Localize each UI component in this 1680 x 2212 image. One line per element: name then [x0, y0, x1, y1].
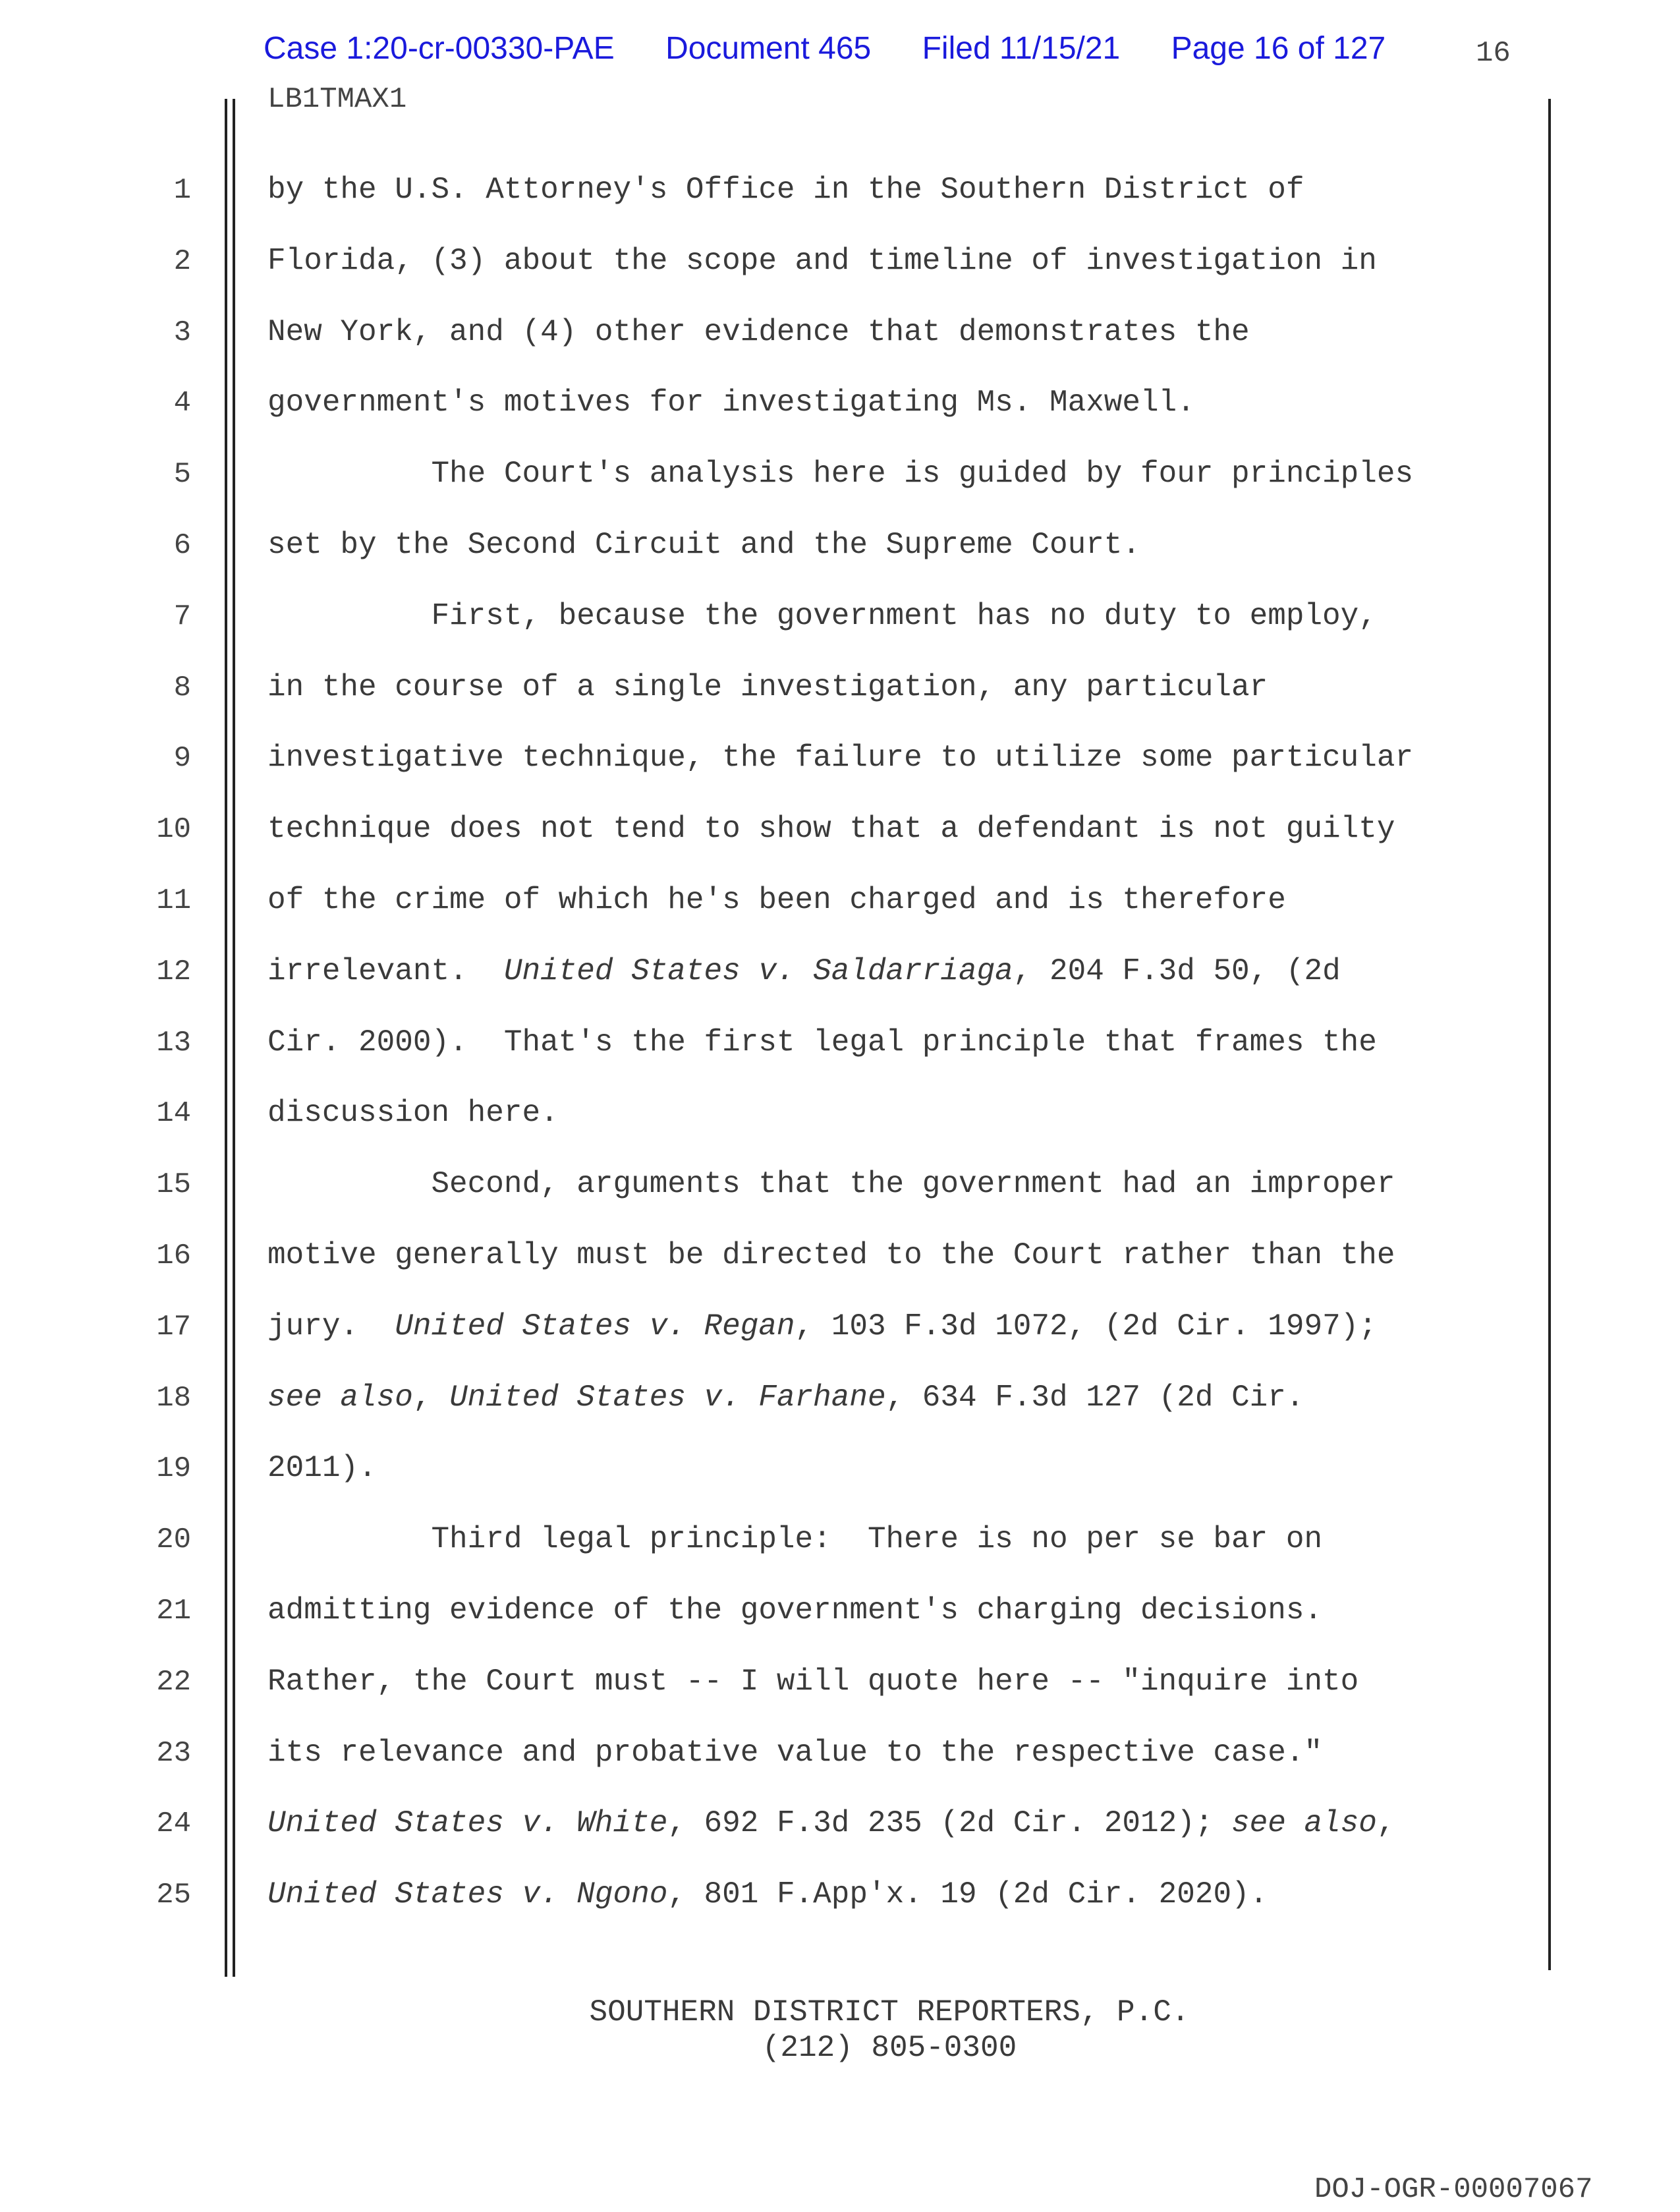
transcript-line: Florida, (3) about the scope and timeline of investigation in	[267, 243, 1377, 278]
case-number: Case 1:20-cr-00330-PAE	[264, 31, 615, 66]
line-number: 8	[173, 671, 191, 704]
page-indicator: Page 16 of 127	[1171, 31, 1386, 66]
line-number: 4	[173, 387, 191, 420]
transcript-line: of the crime of which he's been charged and is therefore	[267, 883, 1286, 917]
transcript-line: its relevance and probative value to the respective case."	[267, 1735, 1323, 1770]
footer-reporter: SOUTHERN DISTRICT REPORTERS, P.C.	[589, 1995, 1190, 2029]
transcript-case-id: LB1TMAX1	[267, 83, 407, 116]
document-number: Document 465	[665, 31, 872, 66]
transcript-line: United States v. Ngono, 801 F.App'x. 19 (2d Cir. 2020).	[267, 1877, 1268, 1912]
bates-number: DOJ-OGR-00007067	[1314, 2173, 1593, 2206]
left-margin-line-1	[225, 99, 227, 1977]
filed-date: Filed 11/15/21	[922, 31, 1121, 66]
line-number: 14	[156, 1097, 191, 1131]
transcript-line: First, because the government has no duty to employ,	[267, 598, 1377, 633]
transcript-line: discussion here.	[267, 1096, 559, 1131]
line-number: 23	[156, 1736, 191, 1770]
line-number: 6	[173, 529, 191, 562]
line-number: 10	[156, 813, 191, 847]
transcript-line: The Court's analysis here is guided by four principles	[267, 457, 1414, 492]
transcript-line: 2011).	[267, 1451, 377, 1486]
transcript-line: United States v. White, 692 F.3d 235 (2d Cir. 2012); see also,	[267, 1806, 1395, 1841]
right-margin-line	[1548, 99, 1551, 1970]
transcript-line: government's motives for investigating Ms. Maxwell.	[267, 385, 1195, 420]
transcript-line: Second, arguments that the government had an improper	[267, 1167, 1395, 1202]
transcript-line: see also, United States v. Farhane, 634 F.3d 127 (2d Cir.	[267, 1380, 1304, 1415]
line-number: 18	[156, 1381, 191, 1415]
line-number: 15	[156, 1168, 191, 1202]
line-number: 21	[156, 1595, 191, 1628]
transcript-page-number: 16	[1476, 37, 1511, 70]
line-number: 2	[173, 244, 191, 278]
line-number: 11	[156, 884, 191, 917]
transcript-line: motive generally must be directed to the Court rather than the	[267, 1238, 1395, 1272]
transcript-line: irrelevant. United States v. Saldarriaga, 204 F.3d 50, (2d	[267, 953, 1341, 988]
line-number: 7	[173, 600, 191, 633]
transcript-line: by the U.S. Attorney's Office in the Southern District of	[267, 173, 1304, 207]
transcript-line: Rather, the Court must -- I will quote here -- "inquire into	[267, 1664, 1359, 1699]
line-number: 24	[156, 1807, 191, 1841]
line-number: 13	[156, 1026, 191, 1060]
transcript-line: jury. United States v. Regan, 103 F.3d 1072, (2d Cir. 1997);	[267, 1309, 1377, 1344]
line-number: 3	[173, 316, 191, 349]
line-number: 16	[156, 1239, 191, 1272]
transcript-line: Third legal principle: There is no per se bar on	[267, 1522, 1323, 1557]
transcript-line: New York, and (4) other evidence that demonstrates the	[267, 314, 1250, 349]
line-number: 5	[173, 458, 191, 492]
transcript-line: in the course of a single investigation, any particular	[267, 669, 1268, 704]
transcript-line: technique does not tend to show that a defendant is not guilty	[267, 812, 1395, 847]
footer-phone: (212) 805-0300	[762, 2031, 1017, 2065]
line-number: 22	[156, 1665, 191, 1699]
transcript-line: Cir. 2000). That's the first legal principle that frames the	[267, 1025, 1377, 1060]
line-number: 1	[173, 174, 191, 207]
ecf-header	[264, 30, 1428, 67]
line-number: 20	[156, 1523, 191, 1557]
line-number: 19	[156, 1452, 191, 1486]
line-number: 17	[156, 1310, 191, 1344]
transcript-line: admitting evidence of the government's charging decisions.	[267, 1593, 1323, 1628]
transcript-line: investigative technique, the failure to utilize some particular	[267, 741, 1414, 776]
line-number: 12	[156, 955, 191, 988]
left-margin-line-2	[233, 99, 235, 1977]
line-number: 25	[156, 1879, 191, 1912]
transcript-line: set by the Second Circuit and the Supreme Court.	[267, 528, 1141, 562]
line-number: 9	[173, 742, 191, 776]
